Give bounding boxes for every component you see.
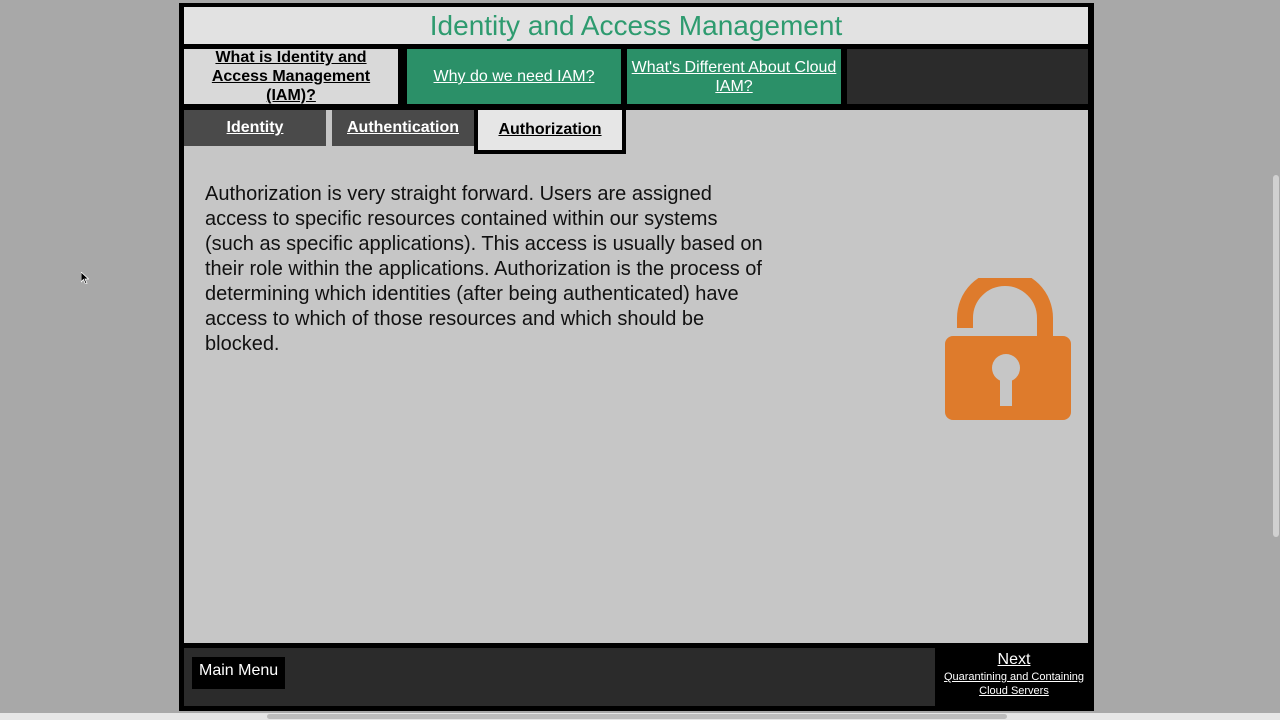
tab-bar-filler [847,49,1088,104]
footer-bar [184,648,935,706]
subtab-authentication[interactable]: Authentication [332,110,474,146]
subtab-authorization[interactable]: Authorization [474,110,626,154]
page-title: Identity and Access Management [184,7,1088,44]
next-label[interactable]: Next [997,651,1031,668]
tab-cloud-iam-difference[interactable]: What's Different About Cloud IAM? [627,49,841,104]
content-panel [184,110,1088,643]
authorization-description: Authorization is very straight forward. Users are assigned access to specific resources contained within our systems (such as specific applications). This access is usually based on their role within the applications. Authorization is the process of determining which identities (after being authenticated) have access to which of those resources and which should be blocked. [205,183,763,355]
tab-why-need-iam[interactable]: Why do we need IAM? [407,49,621,104]
vertical-scrollbar[interactable] [1273,175,1279,537]
next-button[interactable] [937,648,1091,706]
tab-what-is-iam[interactable]: What is Identity and Access Management (IAM)? [184,49,398,104]
horizontal-scrollbar[interactable] [267,714,1007,719]
unlocked-padlock-icon [944,278,1074,423]
next-lesson-link[interactable]: Quarantining and Containing Cloud Servers [943,671,1085,697]
module-frame [179,3,1094,711]
main-menu-button[interactable]: Main Menu [192,657,285,689]
mouse-cursor-icon [81,272,89,284]
subtab-identity[interactable]: Identity [184,110,326,146]
